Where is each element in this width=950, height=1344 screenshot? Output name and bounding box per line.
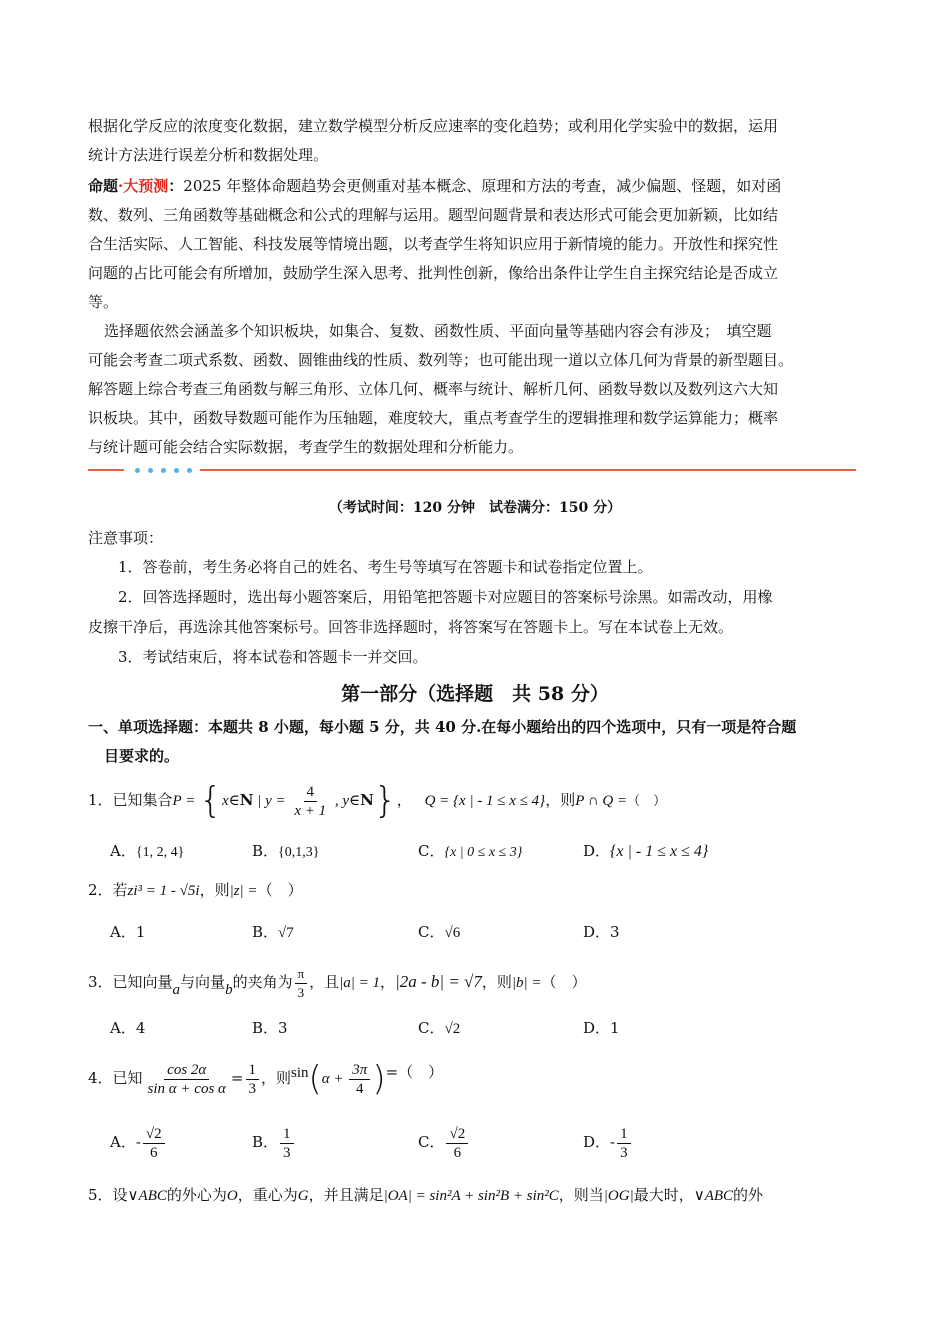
option-c: C．√6	[418, 923, 461, 941]
question-1: 1．已知集合P = {x∈N | y = $\frac{4}{x + 1}$ , y∈N}， Q = {x | - 1 ≤ x ≤ 4}，则P ∩ Q =（ ）	[88, 780, 667, 821]
option-b: B．√7	[252, 923, 294, 941]
option-d: D．- $\frac{1}{3}$	[583, 1122, 633, 1162]
fraction: $\frac{1}{3}$	[246, 1061, 260, 1098]
prediction-line: 数、数列、三角函数等基础概念和公式的理解与运用。题型问题背景和表达形式可能会更加新颖，比如结	[88, 206, 779, 224]
prediction-line: 合生活实际、人工智能、科技发展等情境出题，以考查学生将知识应用于新情境的能力。开放性和探究性	[88, 235, 779, 253]
note-item: 3．考试结束后，将本试卷和答题卡一并交回。	[118, 648, 428, 666]
option-c: C． $\frac{√2}{6}$	[418, 1122, 470, 1162]
fraction: $\frac{3\pi}{4}$	[349, 1061, 370, 1098]
note-item: 1．答卷前，考生务必将自己的姓名、考生号等填写在答题卡和试卷指定位置上。	[118, 558, 653, 576]
option-a: A．- $\frac{√2}{6}$	[110, 1122, 167, 1162]
divider-dot	[187, 468, 192, 473]
divider-dot	[174, 468, 179, 473]
prediction-line: 命题·大预测：2025 年整体命题趋势会更侧重对基本概念、原理和方法的考查，减少偏题、怪题，如对函	[88, 177, 782, 195]
prediction-label: 命题	[88, 177, 119, 195]
question-4: 4．已知 $\frac{\cos 2\alpha}{\text{sin α + cos α}}$ = $\frac{1}{3}$ ，则sin(α + $\frac{3\pi}{4}$ )=（ ）	[88, 1059, 444, 1099]
divider-left	[88, 469, 124, 471]
intro-line: 根据化学反应的浓度变化数据，建立数学模型分析反应速率的变化趋势；或利用化学实验中的数据，运用	[88, 117, 779, 135]
option-b: B． $\frac{1}{3}$	[252, 1122, 296, 1162]
question-2: 2．若zi³ = 1 - √5i，则|z| =（ ）	[88, 881, 303, 899]
option-a: A．{1, 2, 4}	[110, 842, 185, 860]
section-header: 一、单项选择题：本题共 8 小题，每小题 5 分，共 40 分.在每小题给出的四个选项中，只有一项是符合题	[88, 718, 797, 736]
prediction-line: 可能会考查二项式系数、函数、圆锥曲线的性质、数列等；也可能出现一道以立体几何为背景的新型题目。	[88, 351, 794, 369]
exam-info: （考试时间：120 分钟 试卷满分：150 分）	[328, 500, 622, 516]
divider-dot	[161, 468, 166, 473]
option-b: B．3	[252, 1019, 288, 1037]
note-item: 皮擦干净后，再选涂其他答案标号。回答非选择题时，将答案写在答题卡上。写在本试卷上无效。	[88, 618, 734, 636]
intro-line: 统计方法进行误差分析和数据处理。	[88, 146, 329, 164]
prediction-line: 等。	[88, 293, 119, 311]
divider-dot	[135, 468, 140, 473]
option-c: C．{x | 0 ≤ x ≤ 3}	[418, 842, 523, 860]
option-d: D．1	[583, 1019, 620, 1037]
note-item: 2．回答选择题时，选出每小题答案后，用铅笔把答题卡对应题目的答案标号涂黑。如需改动，用橡	[118, 588, 773, 606]
fraction: $\frac{\cos 2\alpha}{\text{sin α + cos α}}$	[147, 1061, 226, 1097]
section-header: 目要求的。	[104, 747, 180, 765]
prediction-label-highlight: 大预测	[123, 177, 169, 195]
divider-dot	[148, 468, 153, 473]
fraction: $\frac{4}{x + 1}$	[294, 783, 327, 819]
divider-right	[200, 469, 856, 471]
prediction-line: 解答题上综合考查三角函数与解三角形、立体几何、概率与统计、解析几何、函数导数以及数列这六大知	[88, 380, 779, 398]
option-c: C．√2	[418, 1019, 461, 1037]
option-d: D．3	[583, 923, 620, 941]
prediction-line: 问题的占比可能会有所增加，鼓励学生深入思考、批判性创新，像给出条件让学生自主探究结论是否成立	[88, 264, 779, 282]
question-3: 3．已知向量a与向量b的夹角为 $\frac{\pi}{3}$ ，且|a| = 1，|2a - b| = √7，则|b| =（ ）	[88, 965, 587, 1000]
prediction-line: 选择题依然会涵盖多个知识板块，如集合、复数、函数性质、平面向量等基础内容会有涉及； 填空题	[104, 322, 772, 340]
option-a: A．1	[110, 923, 146, 941]
fraction: $\frac{\pi}{3}$	[295, 965, 308, 1002]
option-a: A．4	[110, 1019, 146, 1037]
option-d: D．{x | - 1 ≤ x ≤ 4}	[583, 842, 709, 860]
part-title: 第一部分（选择题 共 58 分）	[341, 683, 609, 705]
question-5: 5．设∨ABC的外心为O，重心为G，并且满足|OA| = sin²A + sin²B + sin²C，则当|OG|最大时，∨ABC的外	[88, 1186, 764, 1204]
option-b: B．{0,1,3}	[252, 842, 320, 860]
prediction-line: 识板块。其中，函数导数题可能作为压轴题，难度较大，重点考查学生的逻辑推理和数学运算能力；概率	[88, 409, 779, 427]
prediction-line: 与统计题可能会结合实际数据，考查学生的数据处理和分析能力。	[88, 438, 524, 456]
notes-title: 注意事项：	[88, 529, 164, 547]
